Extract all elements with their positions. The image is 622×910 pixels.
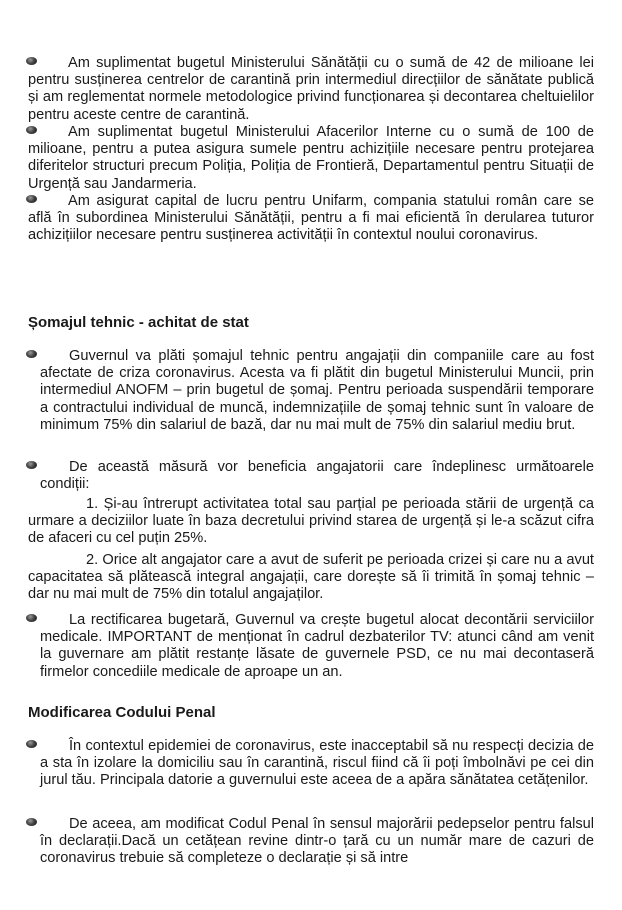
paragraph-text: Am asigurat capital de lucru pentru Unifarm, compania statului român care se află în subordinea Ministerului Sănătății, pentru a fi mai eficientă în derularea tuturor achizițiilor necesare pentru susținerea activității în contextul noului coronavirus.	[28, 193, 594, 244]
paragraph-text: De aceea, am modificat Codul Penal în sensul majorării pedepselor pentru falsul în declarații.Dacă un cetățean revine dintr-o țară cu un număr mare de cazuri de coronavirus trebuie să completeze o declarație și să intre	[40, 816, 594, 867]
paragraph-text: 2. Orice alt angajator care a avut de suferit pe perioada crizei și care nu a avut capacitatea să plătească integral angajații, care dorește să îi trimită în șomaj tehnic – dar nu mai mult de 75% din totalul angajaților.	[28, 552, 594, 603]
bullet-icon	[26, 740, 37, 748]
paragraph-text: De această măsură vor beneficia angajatorii care îndeplinesc următoarele condiții:	[40, 459, 594, 493]
list-item	[28, 55, 594, 124]
list-item	[28, 124, 594, 193]
section-heading: Modificarea Codului Penal	[28, 704, 216, 721]
condition-item	[28, 552, 594, 604]
paragraph-text: 1. Și-au întrerupt activitatea total sau parțial pe perioada stării de urgență ca urmare a deciziilor luate în baza decretului privind starea de urgență și le-a scăzut cifra de afaceri cu cel puțin 25%.	[28, 496, 594, 547]
paragraph-text: Guvernul va plăti șomajul tehnic pentru angajații din companiile care au fost afectate de criza coronavirus. Acesta va fi plătit din bugetul Ministerului Muncii, prin intermediul ANOFM – prin bugetul de șomaj. Pentru perioada suspendării temporare a contractului individual de muncă, indemnizațiile de șomaj tehnic sunt în valoare de minimum 75% din salariul de bază, dar nu mai mult de 75% din salariul mediu brut.	[40, 348, 594, 433]
list-item	[40, 612, 594, 681]
condition-item	[28, 496, 594, 548]
bullet-icon	[26, 461, 37, 469]
bullet-icon	[26, 350, 37, 358]
paragraph-text: Am suplimentat bugetul Ministerului Sănătății cu o sumă de 42 de milioane lei pentru susținerea centrelor de carantină prin intermediul direcțiilor de sănătate publică și am reglementat normele metodologice privind funcționarea și decontarea cheltuielilor pentru aceste centre de carantină.	[28, 55, 594, 123]
paragraph-text: În contextul epidemiei de coronavirus, este inacceptabil să nu respecți decizia de a sta în izolare la domiciliu sau în carantină, riscul fiind că îi poți îmbolnăvi pe cei din jurul tău. Principala datorie a guvernului este aceea de a apăra sănătatea cetățenilor.	[40, 738, 594, 789]
bullet-icon	[26, 818, 37, 826]
bullet-icon	[26, 57, 37, 65]
list-item	[40, 738, 594, 790]
paragraph-text: Am suplimentat bugetul Ministerului Afacerilor Interne cu o sumă de 100 de milioane, pentru a putea asigura sumele pentru achizițiile necesare pentru protejarea diferitelor structuri precum Poliția, Poliția de Frontieră, Departamentul pentru Situații de Urgență sau Jandarmeria.	[28, 124, 594, 192]
list-item	[40, 348, 594, 434]
bullet-icon	[26, 126, 37, 134]
section-heading: Șomajul tehnic - achitat de stat	[28, 314, 249, 331]
list-item	[40, 459, 594, 493]
bullet-icon	[26, 195, 37, 203]
bullet-icon	[26, 614, 37, 622]
paragraph-text: La rectificarea bugetară, Guvernul va crește bugetul alocat decontării serviciilor medicale. IMPORTANT de menționat în cadrul dezbaterilor TV: atunci când am venit la guvernare am plătit restanțe lăsate de guvernele PSD, ce nu mai decontaseră firmelor concediile medicale de aproape un an.	[40, 612, 594, 680]
list-item	[28, 193, 594, 245]
list-item	[40, 816, 594, 868]
